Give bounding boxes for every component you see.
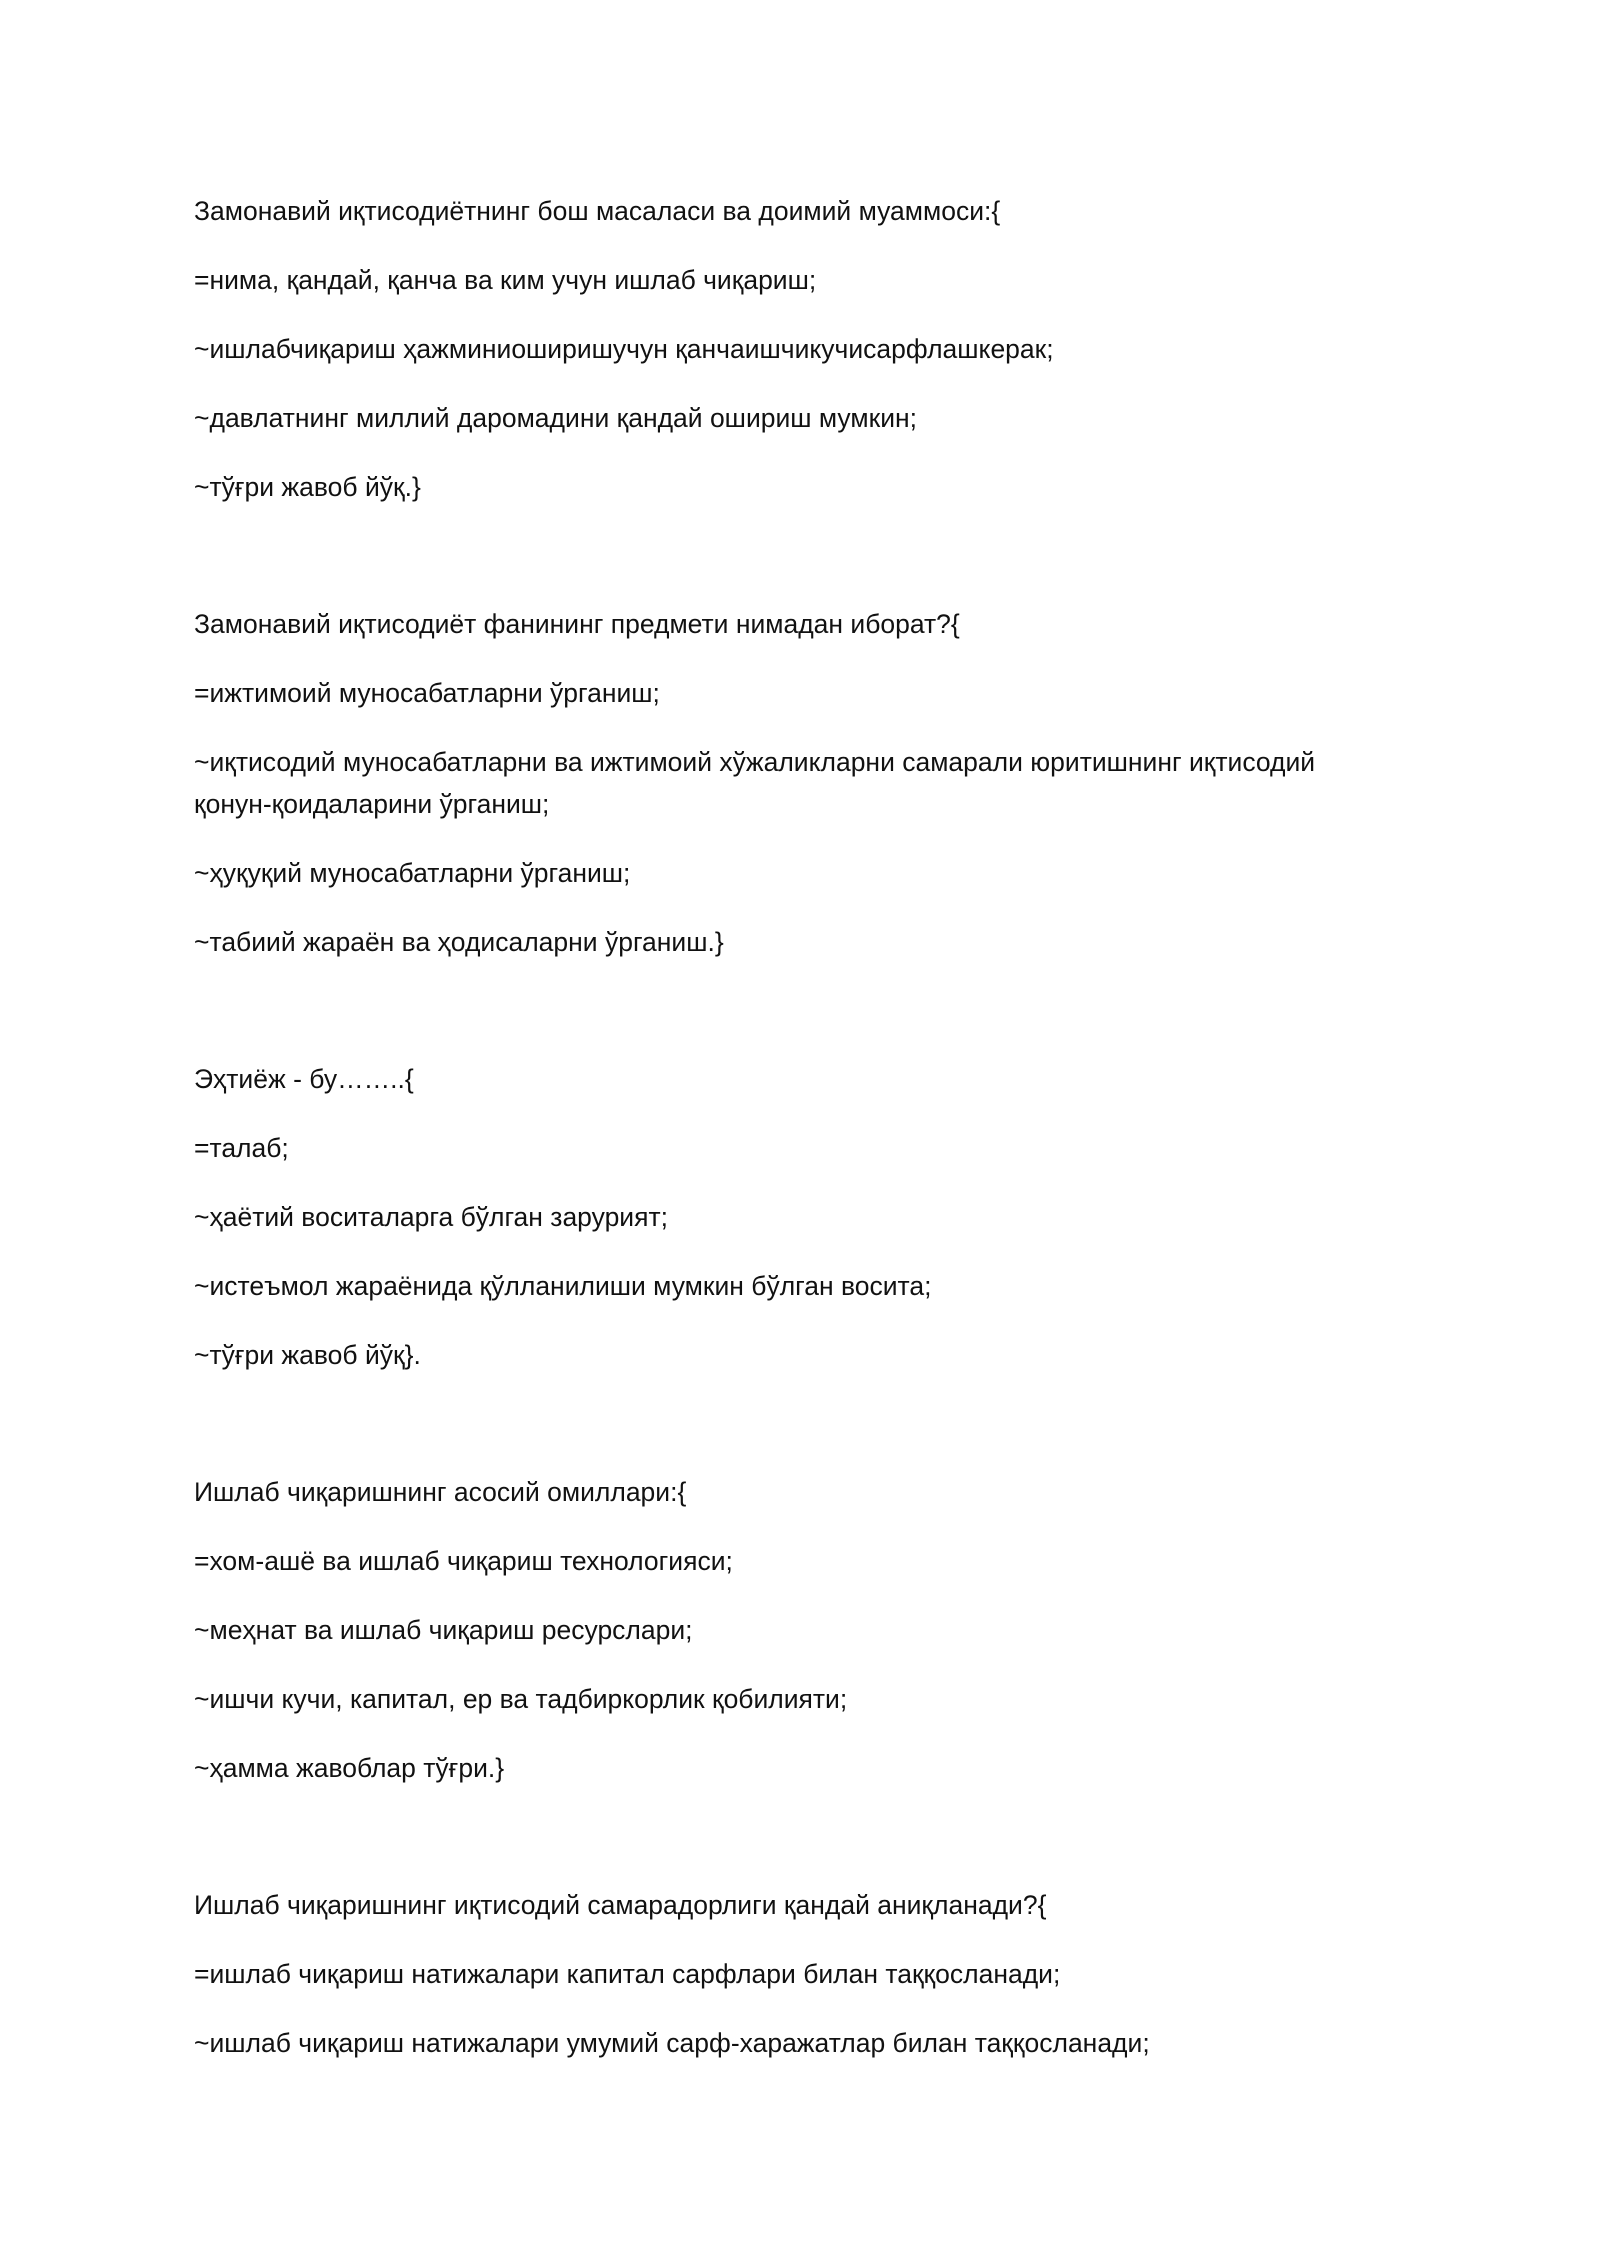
question-block xyxy=(194,1471,1374,1789)
answer-option: ~иқтисодий муносабатларни ва ижтимоий хўжаликларни самарали юритишнинг иқтисодий қонун-қоидаларини ўрганиш; xyxy=(194,747,1316,819)
answer-option: ~ишлаб чиқариш натижалари умумий сарф-харажатлар билан таққосланади; xyxy=(194,2028,1150,2058)
answer-option: ~ҳаётий воситаларга бўлган зарурият; xyxy=(194,1202,668,1232)
question-block xyxy=(194,1058,1374,1376)
answer-option: =хом-ашё ва ишлаб чиқариш технологияси; xyxy=(194,1546,733,1576)
answer-option: =ижтимоий муносабатларни ўрганиш; xyxy=(194,678,660,708)
answer-option: ~ҳуқуқий муносабатларни ўрганиш; xyxy=(194,858,631,888)
answer-option: ~табиий жараён ва ҳодисаларни ўрганиш.} xyxy=(194,927,724,957)
answer-option: ~тўғри жавоб йўқ}. xyxy=(194,1340,421,1370)
document-body xyxy=(194,190,1374,2159)
question-block xyxy=(194,603,1374,963)
question-stem: Ишлаб чиқаришнинг иқтисодий самарадорлиги қандай аниқланади?{ xyxy=(194,1890,1047,1920)
question-block xyxy=(194,190,1374,508)
answer-option: ~ҳамма жавоблар тўғри.} xyxy=(194,1753,505,1783)
answer-option: ~ишлабчиқариш ҳажминиоширишучун қанчаишчикучисарфлашкерак; xyxy=(194,334,1054,364)
question-stem: Эҳтиёж - бу……..{ xyxy=(194,1064,414,1094)
answer-option: =ишлаб чиқариш натижалари капитал сарфлари билан таққосланади; xyxy=(194,1959,1061,1989)
question-stem: Замонавий иқтисодиётнинг бош масаласи ва доимий муаммоси:{ xyxy=(194,196,1001,226)
answer-option: ~давлатнинг миллий даромадини қандай ошириш мумкин; xyxy=(194,403,917,433)
answer-option: ~меҳнат ва ишлаб чиқариш ресурслари; xyxy=(194,1615,693,1645)
question-stem: Замонавий иқтисодиёт фанининг предмети нимадан иборат?{ xyxy=(194,609,960,639)
answer-option: =нима, қандай, қанча ва ким учун ишлаб чиқариш; xyxy=(194,265,817,295)
question-stem: Ишлаб чиқаришнинг асосий омиллари:{ xyxy=(194,1477,687,1507)
answer-option: ~тўғри жавоб йўқ.} xyxy=(194,472,421,502)
answer-option: =талаб; xyxy=(194,1133,289,1163)
answer-option: ~истеъмол жараёнида қўлланилиши мумкин бўлган восита; xyxy=(194,1271,932,1301)
answer-option: ~ишчи кучи, капитал, ер ва тадбиркорлик қобилияти; xyxy=(194,1684,848,1714)
question-block xyxy=(194,1884,1374,2064)
